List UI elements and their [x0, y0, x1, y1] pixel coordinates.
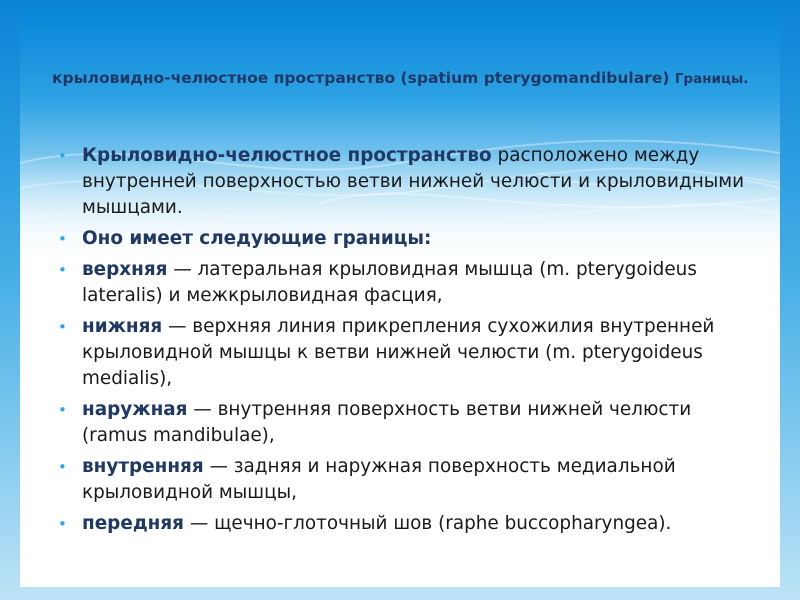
slide-title-main: крыловидно-челюстное пространство (spatium pterygomandibulare) — [52, 69, 670, 87]
bullet-icon: • — [58, 261, 67, 279]
list-item — [58, 397, 758, 449]
item-term: передняя — [82, 513, 184, 534]
bullet-list — [58, 143, 758, 542]
slide-title-suffix: Границы. — [674, 71, 749, 87]
list-item — [58, 511, 758, 537]
bullet-icon: • — [58, 458, 67, 476]
item-text: расположено между внутренней поверхностью ветви нижней челюсти и крыловидными мышцами. — [82, 145, 745, 218]
list-item — [58, 257, 758, 309]
list-item — [58, 143, 758, 221]
list-item — [58, 454, 758, 506]
bullet-icon: • — [58, 147, 67, 165]
item-term: нижняя — [82, 316, 163, 337]
item-term: внутренняя — [82, 456, 204, 477]
item-term: наружная — [82, 399, 188, 420]
bullet-icon: • — [58, 515, 67, 533]
bullet-icon: • — [58, 401, 67, 419]
slide-title — [52, 66, 752, 91]
bullet-icon: • — [58, 318, 67, 336]
bullet-icon: • — [58, 230, 67, 248]
list-item — [58, 314, 758, 392]
list-item — [58, 226, 758, 252]
item-term: Оно имеет следующие границы: — [82, 228, 432, 249]
item-term: верхняя — [82, 259, 168, 280]
item-text: — латеральная крыловидная мышца (m. pterygoideus lateralis) и межкрыловидная фасция, — [82, 259, 697, 306]
item-text: — задняя и наружная поверхность медиальной крыловидной мышцы, — [82, 456, 676, 503]
item-text: — щечно-глоточный шов (raphe buccopharyngea). — [184, 513, 672, 534]
item-text: — внутренняя поверхность ветви нижней челюсти (ramus mandibulae), — [82, 399, 692, 446]
item-text: — верхняя линия прикрепления сухожилия внутренней крыловидной мышцы к ветви нижней челюсти (m. pterygoideus medialis), — [82, 316, 715, 389]
item-term: Крыловидно-челюстное пространство — [82, 145, 492, 166]
